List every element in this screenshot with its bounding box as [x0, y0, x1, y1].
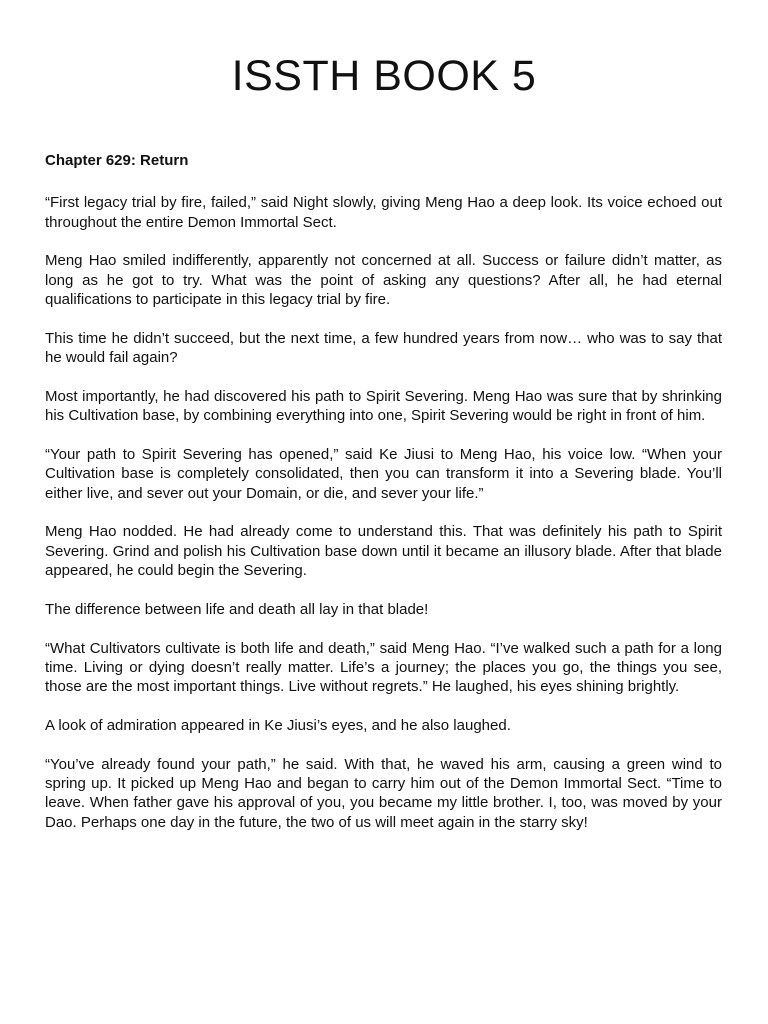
paragraph: The difference between life and death all lay in that blade! — [45, 600, 429, 618]
paragraph: “What Cultivators cultivate is both life and death,” said Meng Hao. “I’ve walked such a path for a long time. Living or dying doesn’t really matter. Life’s a journey; the places you go, the things you see, those are the most important things. Live without regrets.” He laughed, his eyes shining brightly. — [45, 639, 722, 696]
paragraph: Meng Hao smiled indifferently, apparently not concerned at all. Success or failure didn’t matter, as long as he got to try. What was the point of asking any questions? After all, he had eternal qualifications to participate in this legacy trial by fire. — [45, 252, 722, 308]
paragraph: “First legacy trial by fire, failed,” said Night slowly, giving Meng Hao a deep look. Its voice echoed out throughout the entire Demon Immortal Sect. — [45, 194, 722, 231]
document-title: ISSTH BOOK 5 — [231, 52, 537, 100]
paragraph: “Your path to Spirit Severing has opened,” said Ke Jiusi to Meng Hao, his voice low. “When your Cultivation base is completely consolidated, then you can transform it into a Severing blade. You’ll either live, and sever out your Domain, or die, and sever your life.” — [45, 445, 722, 502]
paragraph: “You’ve already found your path,” he said. With that, he waved his arm, causing a green wind to spring up. It picked up Meng Hao and began to carry him out of the Demon Immortal Sect. “Time to leave. When father gave his approval of you, you became my little brother. I, too, was moved by your Dao. Perhaps one day in the future, the two of us will meet again in the starry sky! — [45, 755, 722, 831]
chapter-heading: Chapter 629: Return — [45, 152, 189, 169]
paragraph: Most importantly, he had discovered his path to Spirit Severing. Meng Hao was sure that by shrinking his Cultivation base, by combining everything into one, Spirit Severing would be right in front of him. — [45, 387, 722, 425]
paragraph: Meng Hao nodded. He had already come to understand this. That was definitely his path to Spirit Severing. Grind and polish his Cultivation base down until it became an illusory blade. After that blade appeared, he could begin the Severing. — [45, 523, 722, 579]
paragraph: This time he didn’t succeed, but the next time, a few hundred years from now… who was to say that he would fail again? — [45, 329, 722, 367]
paragraph: A look of admiration appeared in Ke Jiusi’s eyes, and he also laughed. — [45, 716, 511, 734]
document-body — [45, 151, 722, 851]
